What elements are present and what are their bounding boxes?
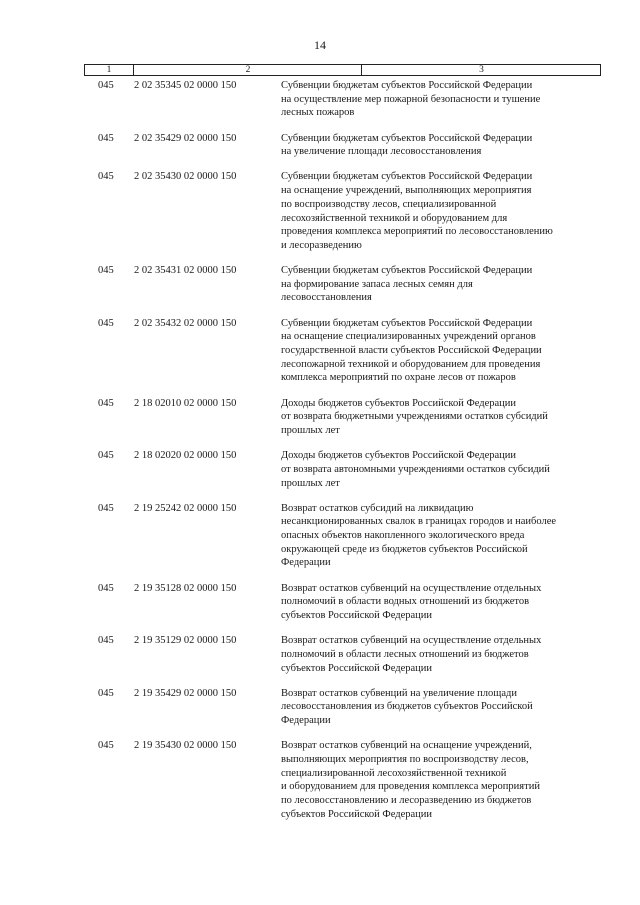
table-row [0,317,640,385]
row-line [0,502,640,516]
income-description-line: несанкционированных свалок в границах городов и наиболее [281,516,557,528]
row-line [0,410,640,424]
row-gap [0,675,640,687]
table-row [0,397,640,438]
income-description-line: от возврата бюджетными учреждениями остатков субсидий [281,411,548,423]
income-description-line: Возврат остатков субсидий на ликвидацию [281,502,474,514]
admin-code: 045 [98,687,114,699]
income-description-line: на формирование запаса лесных семян для [281,278,473,290]
income-description-line: лесохозяйственной техникой и оборудованием для [281,212,508,224]
table-row [0,582,640,623]
admin-code: 045 [98,397,114,409]
income-description-line: по воспроизводству лесов, специализированной [281,198,497,210]
table-row [0,264,640,305]
budget-classification-code: 2 19 35429 02 0000 150 [134,687,237,699]
income-description-line: на увеличение площади лесовосстановления [281,146,482,158]
row-line [0,780,640,794]
row-line [0,184,640,198]
row-line [0,358,640,372]
income-description-line: субъектов Российской Федерации [281,808,433,820]
income-description-line: на оснащение специализированных учреждений органов [281,331,536,343]
row-line [0,317,640,331]
row-line [0,529,640,543]
row-gap [0,385,640,397]
row-line [0,264,640,278]
row-line [0,700,640,714]
income-description-line: и оборудованием для проведения комплекса мероприятий [281,781,540,793]
budget-classification-code: 2 02 35430 02 0000 150 [134,171,237,183]
table-row [0,79,640,120]
row-line [0,515,640,529]
header-col-2: 2 [133,65,362,75]
table-row [0,502,640,570]
row-line [0,198,640,212]
row-line [0,648,640,662]
income-description-line: Возврат остатков субвенций на осуществление отдельных [281,635,542,647]
income-description-line: комплекса мероприятий по охране лесов от пожаров [281,372,516,384]
row-line [0,687,640,701]
table-row [0,170,640,252]
row-gap [0,623,640,635]
income-description-line: от возврата автономными учреждениями остатков субсидий [281,463,550,475]
table-body [0,79,640,821]
income-description-line: Субвенции бюджетам субъектов Российской Федерации [281,132,533,144]
row-line [0,239,640,253]
income-description-line: по лесовосстановлению и лесоразведению из бюджетов [281,795,532,807]
budget-classification-code: 2 02 35429 02 0000 150 [134,132,237,144]
budget-classification-code: 2 19 35128 02 0000 150 [134,582,237,594]
row-line [0,225,640,239]
row-line [0,132,640,146]
budget-classification-code: 2 02 35345 02 0000 150 [134,80,237,91]
income-description-line: Федерации [281,715,331,727]
admin-code: 045 [98,502,114,514]
row-line [0,449,640,463]
table-header [84,64,601,76]
admin-code: 045 [98,582,114,594]
income-description-line: прошлых лет [281,477,340,489]
row-line [0,79,640,93]
row-line [0,170,640,184]
budget-classification-code: 2 02 35432 02 0000 150 [134,317,237,329]
row-line [0,753,640,767]
row-gap [0,253,640,265]
row-line [0,424,640,438]
row-line [0,371,640,385]
budget-classification-code: 2 19 35430 02 0000 150 [134,740,237,752]
header-col-3: 3 [361,65,601,75]
income-description-line: на осуществление мер пожарной безопасности и тушение [281,93,541,105]
income-description-line: специализированной лесохозяйственной техникой [281,767,507,779]
row-line [0,291,640,305]
row-line [0,93,640,107]
income-description-line: выполняющих мероприятия по воспроизводству лесов, [281,754,529,765]
table-row [0,739,640,821]
budget-classification-code: 2 02 35431 02 0000 150 [134,265,237,277]
table-row [0,132,640,159]
income-description-line: государственной власти субъектов Российской Федерации [281,345,542,356]
admin-code: 045 [98,740,114,752]
header-col-1: 1 [106,65,112,75]
income-description-line: Возврат остатков субвенций на осуществление отдельных [281,582,542,594]
row-line [0,595,640,609]
table-row [0,449,640,490]
row-line [0,463,640,477]
row-line [0,609,640,623]
row-gap [0,159,640,171]
income-description-line: субъектов Российской Федерации [281,662,433,674]
row-line [0,808,640,822]
row-line [0,794,640,808]
admin-code: 045 [98,265,114,277]
row-line [0,714,640,728]
row-gap [0,120,640,132]
income-description-line: лесных пожаров [281,107,355,119]
income-description-line: проведения комплекса мероприятий по лесовосстановлению [281,226,553,238]
admin-code: 045 [98,450,114,462]
budget-classification-code: 2 19 35129 02 0000 150 [134,635,237,647]
row-gap [0,305,640,317]
table-row [0,687,640,728]
income-description-line: Доходы бюджетов субъектов Российской Федерации [281,397,517,409]
row-line [0,662,640,676]
row-gap [0,438,640,450]
income-description-line: Субвенции бюджетам субъектов Российской Федерации [281,80,533,91]
income-description-line: Доходы бюджетов субъектов Российской Федерации [281,450,517,462]
income-description-line: прошлых лет [281,424,340,436]
admin-code: 045 [98,80,114,91]
row-line [0,330,640,344]
income-description-line: субъектов Российской Федерации [281,610,433,621]
income-description-line: окружающей среде из бюджетов субъектов Российской [281,543,528,555]
row-gap [0,728,640,740]
row-line [0,344,640,358]
admin-code: 045 [98,635,114,647]
row-line [0,212,640,226]
income-description-line: и лесоразведению [281,239,362,251]
row-line [0,477,640,491]
income-description-line: Субвенции бюджетам субъектов Российской Федерации [281,317,533,329]
admin-code: 045 [98,132,114,144]
income-description-line: на оснащение учреждений, выполняющих мероприятия [281,185,532,197]
income-description-line: полномочий в области лесных отношений из бюджетов [281,648,529,660]
income-description-line: опасных объектов накопленного экологического вреда [281,530,525,542]
budget-classification-code: 2 19 25242 02 0000 150 [134,502,237,514]
income-description-line: полномочий в области водных отношений из бюджетов [281,596,530,608]
table-row [0,634,640,675]
income-description-line: Федерации [281,557,331,569]
row-line [0,556,640,570]
admin-code: 045 [98,317,114,329]
income-description-line: лесовосстановления из бюджетов субъектов Российской [281,701,533,713]
row-line [0,582,640,596]
income-description-line: Субвенции бюджетам субъектов Российской Федерации [281,171,533,183]
budget-classification-code: 2 18 02010 02 0000 150 [134,397,237,409]
income-description-line: лесопожарной техникой и оборудованием для проведения [281,358,541,370]
row-line [0,634,640,648]
income-description-line: Возврат остатков субвенций на увеличение площади [281,687,517,699]
row-line [0,106,640,120]
row-line [0,145,640,159]
row-gap [0,570,640,582]
admin-code: 045 [98,171,114,183]
row-line [0,739,640,753]
row-line [0,397,640,411]
row-line [0,278,640,292]
budget-classification-code: 2 18 02020 02 0000 150 [134,450,237,462]
row-line [0,767,640,781]
row-line [0,543,640,557]
income-description-line: лесовосстановления [281,292,372,304]
income-description-line: Возврат остатков субвенций на оснащение учреждений, [281,740,532,752]
income-description-line: Субвенции бюджетам субъектов Российской Федерации [281,265,533,277]
page-number: 14 [314,38,326,52]
row-gap [0,490,640,502]
